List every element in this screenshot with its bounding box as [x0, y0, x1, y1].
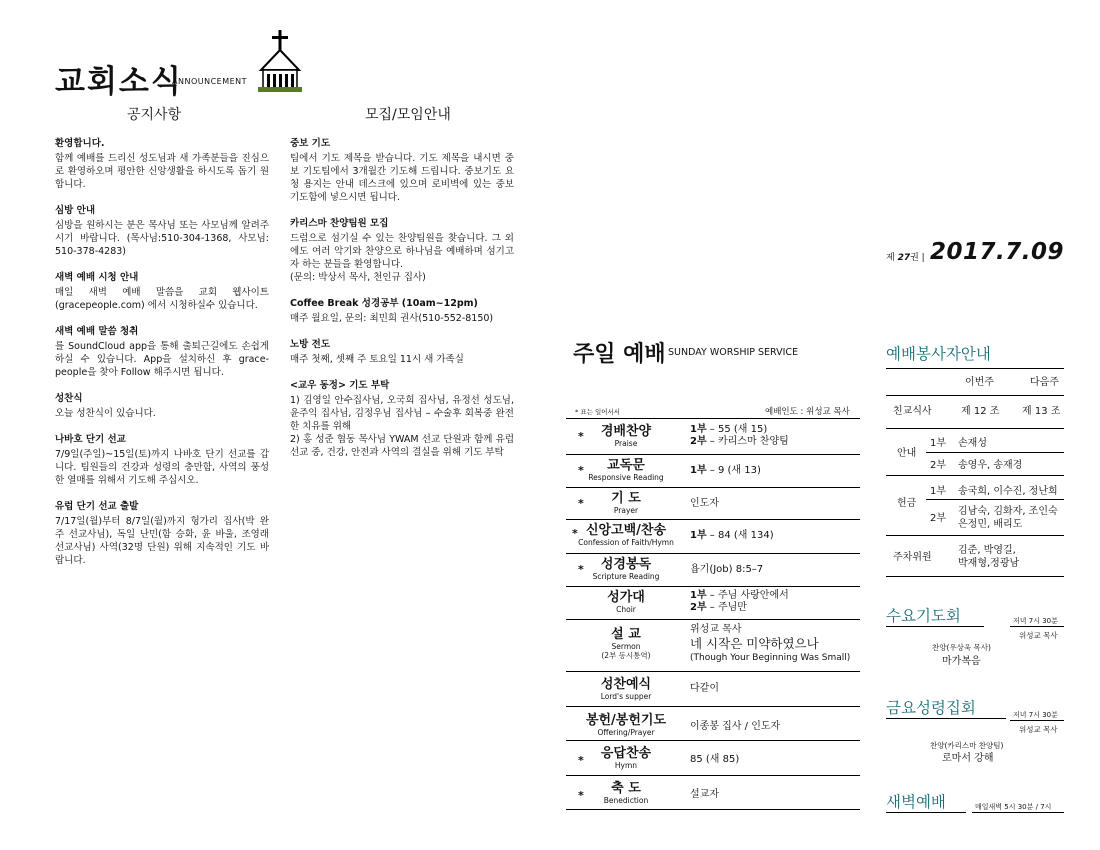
order-name-en: Hymn [614, 761, 638, 770]
fri-text: 로마서 강해 [942, 753, 994, 764]
parking-1: 김준, 박영길, [958, 545, 1016, 556]
announcement-title: 나바호 단기 선교 [55, 434, 126, 445]
wed-service-time: 저녁 7시 30분 [1013, 617, 1058, 625]
order-name-en: Choir [616, 605, 636, 614]
service-label: 1부 [690, 590, 707, 601]
service-label: 2부 [690, 436, 707, 447]
order-name-en-note: (2부 동시통역) [601, 651, 651, 660]
usher-service-1: 1부 [930, 438, 947, 449]
order-name-en: Lord's supper [600, 692, 652, 701]
announcement-title: 새벽 예배 시청 안내 [55, 272, 139, 283]
recruit-body: 매주 월요일, 문의: 최민희 권사(510-552-8150) [290, 313, 494, 324]
announcement-item [55, 325, 269, 379]
divider [566, 706, 860, 707]
staff-role-fellowship: 친교식사 [893, 406, 932, 417]
standing-note: * 표는 일어서서 [575, 408, 621, 416]
divider [1010, 720, 1064, 721]
parking-2: 박재형,정광남 [958, 558, 1020, 569]
order-name-ko: 교독문 [607, 458, 645, 473]
order-detail [690, 789, 719, 801]
announcement-body: 를 SoundCloud app을 통해 출퇴근길에도 손쉽게 하실 수 있습니다. App을 설치하신 후 grace-people을 찾아 Follow 해주시면 됩니다. [55, 341, 269, 378]
wed-service-title: 수요기도회 [886, 607, 961, 625]
divider [566, 418, 860, 419]
order-detail [690, 530, 774, 542]
announcement-item [55, 204, 269, 258]
order-detail [690, 498, 719, 510]
order-detail [690, 424, 789, 448]
standing-marker: * [578, 789, 584, 802]
order-name [566, 746, 686, 770]
divider [886, 535, 1064, 536]
volume-suffix: 권 [910, 253, 919, 263]
divider [886, 368, 1064, 369]
divider [926, 452, 1064, 453]
order-detail-text: – 84 (새 134) [706, 530, 774, 541]
order-detail-text: 인도자 [690, 498, 719, 509]
order-name-en: Prayer [613, 506, 639, 515]
order-detail [690, 721, 780, 733]
announcement-item [55, 271, 269, 312]
order-name-ko: 성찬예식 [600, 677, 652, 692]
announcement-body: 오늘 성찬식이 있습니다. [55, 408, 156, 419]
fri-service-title: 금요성령집회 [886, 699, 976, 717]
offering-service-1: 1부 [930, 486, 947, 497]
service-label: 1부 [690, 465, 707, 476]
order-detail-text: – 9 (새 13) [706, 465, 761, 476]
recruit-body: 팀에서 기도 제목을 받습니다. 기도 제목을 내시면 중보 기도팀에서 3개월간 기도해 드립니다. 중보기도 요청 용지는 안내 데스크에 있으며 로비벽에 있는 중보 기도함에 넣으시면 됩니다. [290, 153, 514, 203]
usher-2: 송영우, 송재경 [958, 460, 1023, 471]
order-name-en: Offering/Prayer [597, 728, 655, 737]
divider [566, 671, 860, 672]
recruit-body: 드럼으로 섬기실 수 있는 찬양팀원을 찾습니다. 그 외에도 여러 악기와 찬양으로 하나님을 예배하며 섬기고자 하는 분들을 환영합니다. (문의: 박상서 목사, 천인규 집사) [290, 233, 514, 283]
divider [926, 499, 1064, 500]
order-name-ko: 경배찬양 [600, 424, 652, 439]
announcement-title: 환영합니다. [55, 138, 105, 149]
volume-label: 제 27권 | [886, 253, 925, 263]
fri-service-time: 저녁 7시 30분 [1013, 711, 1058, 719]
announcement-item [55, 137, 269, 191]
offering-service-2: 2부 [930, 513, 947, 524]
order-name [566, 424, 686, 448]
divider [886, 718, 1006, 719]
announcement-item [55, 433, 269, 487]
announcement-body: 매일 새벽 예배 말씀을 교회 웹사이트 (gracepeople.com) 에서 시청하실수 있습니다. [55, 287, 269, 311]
order-name-en: Sermon [611, 642, 641, 651]
order-name-ko: 응답찬송 [600, 746, 652, 761]
recruit-body: 1) 김영일 안수집사님, 오국희 집사님, 유정선 성도님, 윤주익 집사님, 김정우님 집사님 – 수술후 회복중 완전한 치유를 위해 2) 홍 성준 협동 목사님 YWAM 선교 단원과 함께 유럽 선교 중, 건강, 안전과 사역의 결실을 위해 기도 부탁 [290, 395, 514, 458]
order-detail [690, 683, 719, 695]
divider [566, 487, 860, 488]
recruit-body: 매주 첫째, 셋째 주 토요일 11시 새 가족실 [290, 354, 464, 365]
dawn-service-title: 새벽예배 [886, 793, 946, 811]
order-name-en: Benediction [603, 796, 649, 805]
standing-marker: * [578, 464, 584, 477]
recruit-title: Coffee Break 성경공부 (10am~12pm) [290, 298, 478, 309]
announcement-title: 성찬식 [55, 393, 83, 404]
order-name [566, 781, 686, 805]
divider [972, 812, 1064, 813]
announcement-title: 심방 안내 [55, 205, 96, 216]
order-detail [690, 754, 739, 766]
recruit-title: 카리스마 찬양팀원 모집 [290, 218, 389, 229]
divider [566, 519, 860, 520]
divider [886, 626, 984, 627]
col-next-week: 다음주 [1030, 377, 1059, 388]
fellowship-this: 제 12 조 [961, 406, 1000, 417]
announcement-body: 7/17일(월)부터 8/7일(월)까지 헝가리 집사(박 완주 선교사님), 독일 난민(함 승화, 윤 바울, 조영래 선교사님) 사역(32명 단원) 위해 지속적인 기도 바랍니다. [55, 516, 269, 566]
announcements-heading: 공지사항 [127, 107, 182, 123]
staff-role-usher: 안내 [897, 448, 917, 459]
offering-2a: 김남숙, 김화자, 조인숙 [958, 506, 1058, 517]
dawn-service-time: 매일새벽 5시 30분 / 7시 [975, 803, 1052, 811]
order-detail-text: 욥기(Job) 8:5–7 [690, 564, 764, 575]
page-title: 교회소식 [55, 64, 183, 100]
standing-marker: * [578, 497, 584, 510]
order-name [566, 713, 686, 737]
divider [886, 812, 966, 813]
standing-marker: * [578, 430, 584, 443]
divider [886, 475, 1064, 476]
divider [1010, 626, 1064, 627]
divider [566, 553, 860, 554]
recruit-title: <교우 동정> 기도 부탁 [290, 380, 390, 391]
order-detail-text: – 주님 사랑안에서 [706, 590, 789, 601]
recruit-item [290, 338, 514, 366]
offering-1: 송국희, 이수진, 정난희 [958, 486, 1058, 497]
order-name-ko: 설 교 [611, 627, 641, 642]
staff-title: 예배봉사자안내 [886, 345, 991, 363]
announcement-body: 심방을 원하시는 분은 목사님 또는 사모님께 알려주시기 바랍니다. (목사님:510-304-1368, 사모님: 510-378-4283) [55, 220, 269, 257]
order-detail-text: 85 (새 85) [690, 754, 740, 765]
order-name-en: Confession of Faith/Hymn [578, 538, 674, 547]
order-name [566, 491, 686, 515]
church-icon [258, 30, 302, 92]
order-detail-text: – 카리스마 찬양팀 [706, 436, 789, 447]
usher-service-2: 2부 [930, 460, 947, 471]
fri-leader: 위성교 목사 [1019, 725, 1058, 734]
recruit-item [290, 217, 514, 284]
announcement-item [55, 392, 269, 420]
order-name-en: Scripture Reading [592, 572, 660, 581]
service-label: 2부 [690, 602, 707, 613]
service-label: 1부 [690, 530, 707, 541]
order-detail-text: 이종봉 집사 / 인도자 [690, 721, 781, 732]
fri-praise: 찬양(카리스마 찬양팀) [930, 741, 1004, 750]
col-this-week: 이번주 [965, 377, 994, 388]
order-name-ko: 봉헌/봉헌기도 [585, 713, 667, 728]
divider [886, 395, 1064, 396]
recruit-column [290, 137, 514, 472]
divider [566, 454, 860, 455]
worship-title: 주일 예배 [573, 342, 666, 367]
order-name [566, 627, 686, 660]
announcement-title: 유럽 단기 선교 출발 [55, 501, 139, 512]
recruit-item [290, 297, 514, 325]
recruit-heading: 모집/모임안내 [365, 107, 451, 123]
fellowship-next: 제 13 조 [1022, 406, 1061, 417]
divider [566, 740, 860, 741]
service-label: 1부 [690, 424, 707, 435]
order-detail-text: 위성교 목사 [690, 624, 742, 635]
divider [566, 619, 860, 620]
wed-text: 마가복음 [942, 656, 981, 667]
wed-leader: 위성교 목사 [1019, 631, 1058, 640]
worship-leader: 예배인도 : 위성교 목사 [765, 407, 850, 417]
order-detail [690, 564, 763, 576]
volume-prefix: 제 [886, 253, 895, 263]
divider [566, 775, 860, 776]
order-name [566, 458, 686, 482]
offering-2b: 은정민, 배리도 [958, 519, 1023, 530]
recruit-item [290, 137, 514, 204]
announcement-title: 새벽 예배 말씀 청취 [55, 326, 139, 337]
order-name-ko: 신앙고백/찬송 [585, 523, 667, 538]
order-detail-text: – 주님만 [706, 602, 747, 613]
recruit-title: 노방 전도 [290, 339, 331, 350]
order-name-ko: 성경봉독 [600, 557, 652, 572]
order-name [566, 590, 686, 614]
wed-praise: 찬양(우상욱 목사) [932, 643, 991, 652]
divider [886, 576, 1064, 577]
announcement-body: 7/9일(주일)~15일(토)까지 나바호 단기 선교를 갑니다. 팀원들의 건강과 성령의 충만함, 사역의 풍성한 열매를 위해서 기도해 주십시오. [55, 449, 269, 486]
staff-role-parking: 주차위원 [893, 552, 932, 563]
divider [886, 428, 1064, 429]
announcement-item [55, 500, 269, 567]
order-name [566, 557, 686, 581]
standing-marker: * [572, 527, 578, 540]
sermon-title-en: (Though Your Beginning Was Small) [690, 653, 851, 663]
order-detail-text: 다같이 [690, 683, 719, 694]
order-name [566, 523, 686, 547]
announcement-body: 함께 예배를 드리신 성도님과 새 가족분들을 진심으로 환영하오며 평안한 신앙생활을 하시도록 돕기 원합니다. [55, 153, 269, 190]
order-detail [690, 590, 789, 614]
order-name-en: Praise [614, 439, 638, 448]
bulletin-date: 2017.7.09 [930, 239, 1064, 265]
order-detail [690, 465, 761, 477]
order-name-ko: 기 도 [611, 491, 641, 506]
sermon-title: 네 시작은 미약하였으나 [690, 636, 819, 651]
standing-marker: * [578, 563, 584, 576]
order-detail-text: 설교자 [690, 789, 719, 800]
standing-marker: * [578, 754, 584, 767]
volume-number: 27 [897, 253, 911, 263]
order-detail-text: – 55 (새 15) [706, 424, 768, 435]
usher-1: 손재성 [958, 438, 987, 449]
order-name [566, 677, 686, 701]
page-subtitle: ANNOUNCEMENT [172, 77, 248, 86]
recruit-item [290, 379, 514, 459]
announcements-column [55, 137, 269, 580]
order-name-en: Responsive Reading [588, 473, 664, 482]
order-detail [690, 624, 850, 664]
order-name-ko: 성가대 [607, 590, 645, 605]
staff-role-offering: 헌금 [897, 498, 917, 509]
divider [566, 809, 860, 810]
divider [566, 586, 860, 587]
order-name-ko: 축 도 [611, 781, 641, 796]
recruit-title: 중보 기도 [290, 138, 331, 149]
worship-subtitle: SUNDAY WORSHIP SERVICE [668, 347, 799, 358]
